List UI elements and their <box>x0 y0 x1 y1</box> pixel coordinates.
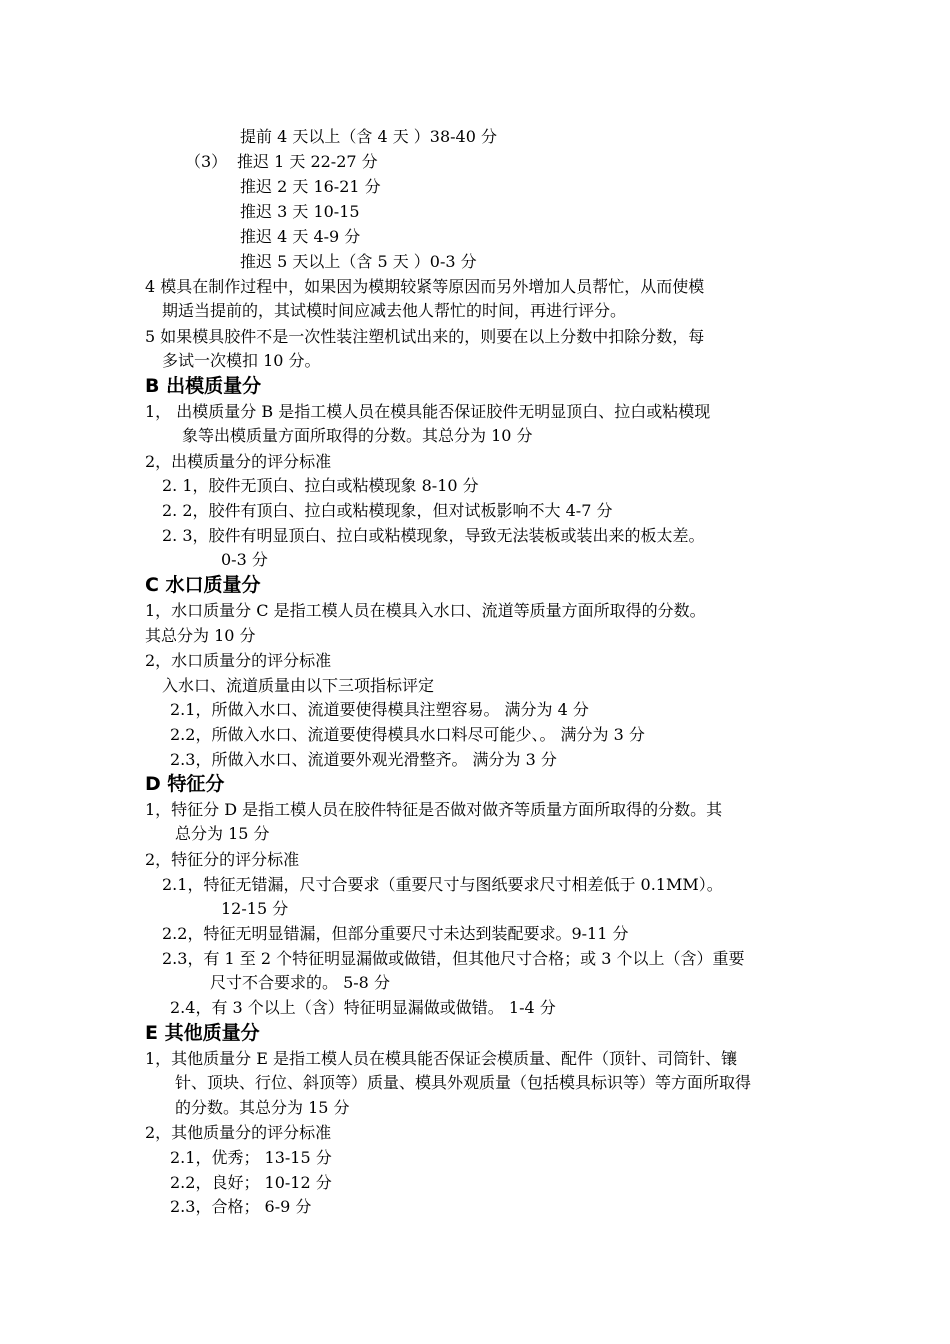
section-d-s21-line2: 12-15 分 <box>221 899 289 918</box>
section-c-s21: 2.1，所做入水口、流道要使得模具注塑容易。 满分为 4 分 <box>170 700 589 719</box>
section-d-p1-line2: 总分为 15 分 <box>175 824 270 843</box>
section-d-s24: 2.4，有 3 个以上（含）特征明显漏做或做错。 1-4 分 <box>170 998 556 1017</box>
section-e-s21: 2.1，优秀； 13-15 分 <box>170 1148 332 1167</box>
section-c-s23: 2.3，所做入水口、流道要外观光滑整齐。 满分为 3 分 <box>170 750 557 769</box>
section-d-s23-line2: 尺寸不合要求的。 5-8 分 <box>210 973 390 992</box>
section-b-p1-line1: 1， 出模质量分 B 是指工模人员在模具能否保证胶件无明显顶白、拉白或粘模现 <box>145 402 711 421</box>
section-d-s22: 2.2，特征无明显错漏，但部分重要尺寸未达到装配要求。9-11 分 <box>162 924 629 943</box>
schedule-delay-5: 推迟 5 天以上（含 5 天 ）0-3 分 <box>240 252 477 271</box>
schedule-item3-marker: （3） <box>185 152 228 171</box>
section-d-heading: D 特征分 <box>145 773 225 795</box>
section-e-p1-line1: 1，其他质量分 E 是指工模人员在模具能否保证会模质量、配件（顶针、司筒针、镶 <box>145 1049 738 1068</box>
section-b-p1-line2: 象等出模质量方面所取得的分数。其总分为 10 分 <box>182 426 533 445</box>
section-b-s23-line2: 0-3 分 <box>221 550 268 569</box>
note5-line2: 多试一次模扣 10 分。 <box>162 351 321 370</box>
section-c-p1-line1: 1，水口质量分 C 是指工模人员在模具入水口、流道等质量方面所取得的分数。 <box>145 601 706 620</box>
section-b-s23-line1: 2. 3，胶件有明显顶白、拉白或粘模现象，导致无法装板或装出来的板太差。 <box>162 526 705 545</box>
note5-line1: 5 如果模具胶件不是一次性装注塑机试出来的，则要在以上分数中扣除分数，每 <box>145 327 705 346</box>
schedule-delay-2: 推迟 2 天 16-21 分 <box>240 177 381 196</box>
section-c-s22: 2.2，所做入水口、流道要使得模具水口料尽可能少、。 满分为 3 分 <box>170 725 645 744</box>
section-e-p1-line2: 针、顶块、行位、斜顶等）质量、模具外观质量（包括模具标识等）等方面所取得 <box>175 1073 752 1092</box>
section-b-s22: 2. 2，胶件有顶白、拉白或粘模现象，但对试板影响不大 4-7 分 <box>162 501 613 520</box>
section-e-heading: E 其他质量分 <box>145 1022 260 1044</box>
note4-line1: 4 模具在制作过程中，如果因为模期较紧等原因而另外增加人员帮忙，从而使模 <box>145 277 705 296</box>
section-e-s23: 2.3，合格； 6-9 分 <box>170 1197 312 1216</box>
section-e-s22: 2.2，良好； 10-12 分 <box>170 1173 332 1192</box>
note4-line2: 期适当提前的，其试模时间应减去他人帮忙的时间，再进行评分。 <box>162 301 627 320</box>
schedule-delay-4: 推迟 4 天 4-9 分 <box>240 227 361 246</box>
section-c-heading: C 水口质量分 <box>145 574 261 596</box>
section-d-p1-line1: 1，特征分 D 是指工模人员在胶件特征是否做对做齐等质量方面所取得的分数。其 <box>145 800 723 819</box>
section-c-p1-line2: 其总分为 10 分 <box>145 626 256 645</box>
section-b-p2: 2，出模质量分的评分标准 <box>145 452 332 471</box>
section-b-s21: 2. 1，胶件无顶白、拉白或粘模现象 8-10 分 <box>162 476 479 495</box>
schedule-delay-1: 推迟 1 天 22-27 分 <box>237 152 378 171</box>
section-c-intro: 入水口、流道质量由以下三项指标评定 <box>162 676 435 695</box>
section-d-s21-line1: 2.1，特征无错漏，尺寸合要求（重要尺寸与图纸要求尺寸相差低于 0.1MM）。 <box>162 875 723 894</box>
section-e-p2: 2，其他质量分的评分标准 <box>145 1123 332 1142</box>
schedule-advance-4: 提前 4 天以上（含 4 天 ）38-40 分 <box>240 127 498 146</box>
section-d-s23-line1: 2.3，有 1 至 2 个特征明显漏做或做错，但其他尺寸合格；或 3 个以上（含）重要 <box>162 949 745 968</box>
section-e-p1-line3: 的分数。其总分为 15 分 <box>175 1098 350 1117</box>
section-b-heading: B 出模质量分 <box>145 375 262 397</box>
section-d-p2: 2，特征分的评分标准 <box>145 850 300 869</box>
schedule-delay-3: 推迟 3 天 10-15 <box>240 202 360 221</box>
section-c-p2: 2，水口质量分的评分标准 <box>145 651 332 670</box>
